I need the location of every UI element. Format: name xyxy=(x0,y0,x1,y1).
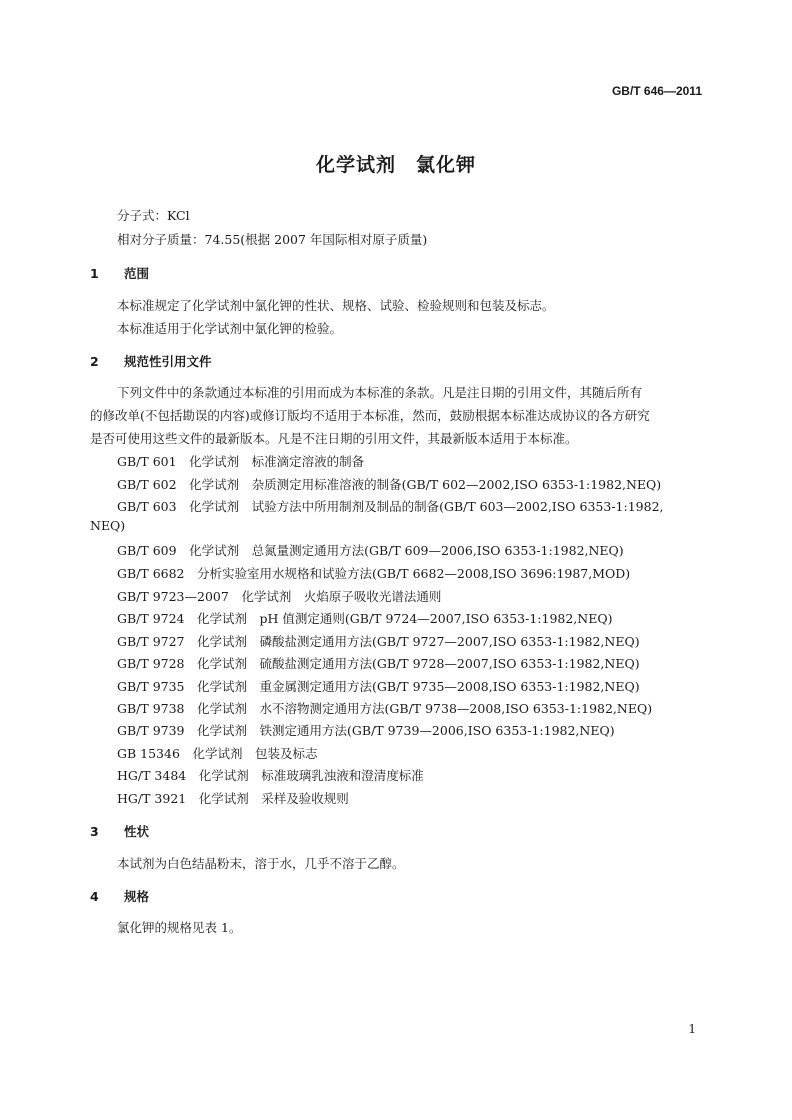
reference-title: 化学试剂 水不溶物测定通用方法(GB/T 9738—2008,ISO 6353-1:1982,NEQ) xyxy=(197,701,653,716)
reference-code: GB/T 9727 xyxy=(117,634,185,649)
reference-title: 化学试剂 总氮量测定通用方法(GB/T 609—2006,ISO 6353-1:1982,NEQ) xyxy=(189,543,624,558)
reference-item xyxy=(117,497,664,515)
reference-item xyxy=(117,632,640,650)
section-number: 2 xyxy=(90,354,99,369)
reference-title: 化学试剂 火焰原子吸收光谱法通则 xyxy=(241,589,442,604)
paragraph: 氯化钾的规格见表 1。 xyxy=(117,920,242,935)
reference-item xyxy=(117,564,630,582)
reference-item xyxy=(117,654,640,672)
reference-code: GB/T 9739 xyxy=(117,723,185,738)
document-body xyxy=(90,0,702,1120)
section-title: 规范性引用文件 xyxy=(124,354,212,369)
reference-title: 化学试剂 试验方法中所用制剂及制品的制备(GB/T 603—2002,ISO 6353-1:1982, xyxy=(189,499,664,514)
reference-item xyxy=(117,609,612,627)
section-title: 性状 xyxy=(124,824,150,839)
page-number: 1 xyxy=(688,1022,696,1036)
reference-code: GB/T 6682 xyxy=(117,566,185,581)
reference-title: 化学试剂 标准玻璃乳浊液和澄清度标准 xyxy=(198,768,424,783)
reference-title: 化学试剂 采样及验收规则 xyxy=(198,791,349,806)
reference-title: 化学试剂 重金属测定通用方法(GB/T 9735—2008,ISO 6353-1:1982,NEQ) xyxy=(197,679,640,694)
reference-code: GB/T 9724 xyxy=(117,611,185,626)
section-2-heading xyxy=(90,352,212,370)
reference-code: GB/T 9728 xyxy=(117,656,185,671)
molecular-formula: 分子式：KCl xyxy=(117,208,190,223)
reference-code: GB/T 602 xyxy=(117,477,177,492)
reference-title: 化学试剂 标准滴定溶液的制备 xyxy=(189,454,365,469)
reference-item xyxy=(117,789,349,807)
reference-title: 化学试剂 铁测定通用方法(GB/T 9739—2006,ISO 6353-1:1982,NEQ) xyxy=(197,723,615,738)
reference-title: 化学试剂 硫酸盐测定通用方法(GB/T 9728—2007,ISO 6353-1:1982,NEQ) xyxy=(197,656,640,671)
reference-continuation: NEQ) xyxy=(90,518,126,533)
reference-item xyxy=(117,452,364,470)
section-number: 4 xyxy=(90,889,99,904)
reference-title: 化学试剂 磷酸盐测定通用方法(GB/T 9727—2007,ISO 6353-1:1982,NEQ) xyxy=(197,634,640,649)
standard-number: GB/T 646—2011 xyxy=(611,84,702,98)
reference-item xyxy=(117,677,640,695)
reference-code: GB/T 9723—2007 xyxy=(117,589,229,604)
reference-code: GB 15346 xyxy=(117,746,180,761)
reference-code: GB/T 9735 xyxy=(117,679,185,694)
reference-item xyxy=(117,744,317,762)
reference-code: HG/T 3484 xyxy=(117,768,187,783)
section-4-heading xyxy=(90,887,149,905)
reference-code: GB/T 603 xyxy=(117,499,177,514)
section-title: 规格 xyxy=(124,889,150,904)
reference-title: 化学试剂 杂质测定用标准溶液的制备(GB/T 602—2002,ISO 6353-1:1982,NEQ) xyxy=(189,477,662,492)
paragraph-line: 是否可使用这些文件的最新版本。凡是不注日期的引用文件，其最新版本适用于本标准。 xyxy=(90,431,578,446)
section-1-heading xyxy=(90,264,149,282)
reference-item xyxy=(117,541,624,559)
reference-title: 化学试剂 包装及标志 xyxy=(192,746,318,761)
reference-item xyxy=(117,475,661,493)
reference-code: GB/T 609 xyxy=(117,543,177,558)
reference-title: 化学试剂 pH 值测定通则(GB/T 9724—2007,ISO 6353-1:1982,NEQ) xyxy=(197,611,613,626)
paragraph-line: 的修改单(不包括勘误的内容)或修订版均不适用于本标准，然而，鼓励根据本标准达成协议的各方研究 xyxy=(90,408,650,423)
reference-code: HG/T 3921 xyxy=(117,791,187,806)
section-title: 范围 xyxy=(124,266,150,281)
document-title: 化学试剂 氯化钾 xyxy=(315,154,476,176)
paragraph: 本试剂为白色结晶粉末，溶于水，几乎不溶于乙醇。 xyxy=(117,856,405,871)
reference-code: GB/T 601 xyxy=(117,454,177,469)
reference-item xyxy=(117,766,424,784)
molar-mass: 相对分子质量：74.55(根据 2007 年国际相对原子质量) xyxy=(117,232,428,247)
section-3-heading xyxy=(90,822,149,840)
paragraph-line: 下列文件中的条款通过本标准的引用而成为本标准的条款。凡是注日期的引用文件，其随后所有 xyxy=(117,385,643,400)
paragraph: 本标准规定了化学试剂中氯化钾的性状、规格、试验、检验规则和包装及标志。 xyxy=(117,298,555,313)
section-number: 1 xyxy=(90,266,99,281)
reference-title: 分析实验室用水规格和试验方法(GB/T 6682—2008,ISO 3696:1987,MOD) xyxy=(197,566,631,581)
reference-code: GB/T 9738 xyxy=(117,701,185,716)
reference-item xyxy=(117,587,441,605)
reference-item xyxy=(117,721,615,739)
section-number: 3 xyxy=(90,824,99,839)
reference-item xyxy=(117,699,652,717)
paragraph: 本标准适用于化学试剂中氯化钾的检验。 xyxy=(117,321,343,336)
